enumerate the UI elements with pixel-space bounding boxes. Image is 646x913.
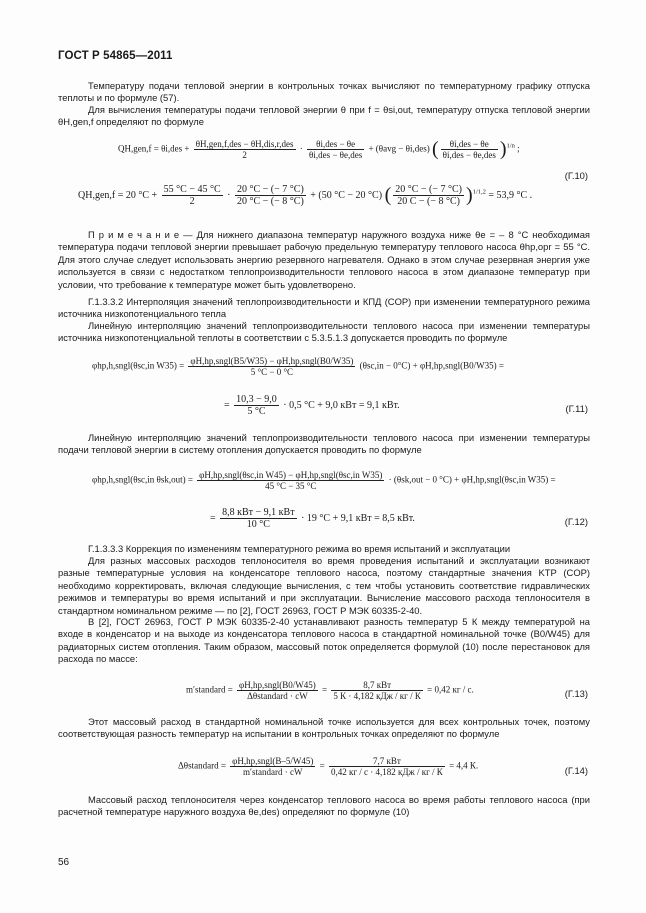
g12-line2-frac: $\frac{\text{8,8 кВт − 9,1 кВт}}{10 ^\circ C}$ [222,507,295,530]
eq-label-g12: (Г.12) [564,516,588,527]
g11-lhs: φhp,h,sngl(θsc,in W35) = [92,360,185,371]
formula-g11-line1 [92,356,504,377]
paragraph-2: Для вычисления температуры подачи тепловой энергии θ при f = θsi,out, температуру отпуска тепловой энергии θH,gen,f определяют по формуле [58,104,590,128]
paragraph-s3: Линейную интерполяцию значений теплопроизводительности теплового насоса при изменении температуры подачи тепловой энергии в систему отопления допускается проводить по формуле [58,432,590,456]
paragraph-s8: Массовый расход теплоносителя через конденсатор теплового насоса во время работы теплового насоса (при расчетной температуре наружного воздуха θe,des) определяют по формуле (10) [58,794,590,818]
document-header: ГОСТ Р 54865—2011 [58,50,173,62]
paragraph-s6: В [2], ГОСТ 26963, ГОСТ Р МЭК 60335-2-40 устанавливают разность температур 5 К между температурой на входе в конденсатор и на выходе из конденсатора теплового насоса в стандартной номинальной точке (B0/W45) для радиаторных систем отопления. Таким образом, массовый поток определяется формулой (10) после перестановок для расхода по массе: [58,616,590,665]
formula-g12-line1 [92,470,556,491]
paragraph-1: Температуру подачи тепловой энергии в контрольных точках вычисляют по температурному графику отпуска теплоты и по формуле (57). [58,80,590,104]
g14-frac1: $\frac{\text{φH,hp,sngl(B–5/W45)}}{\text{m′standard · cW}}$ [232,756,314,777]
section-g1333: Г.1.3.3.3 Коррекция по изменениям температурного режима во время испытаний и эксплуатации [88,543,511,554]
g14-frac2: $\frac{\text{7,7 кВт}}{\text{0,42 кг / с · 4,182 кДж / кг / К}}$ [330,756,443,777]
g12-tail: · (θsk,out − 0 °C) + φH,hp,sngl(θsc,in W35) = [388,474,556,485]
g13-result: = 0,42 кг / с. [427,684,474,695]
eq-label-g14: (Г.14) [564,765,588,776]
eq-label-g11: (Г.11) [565,403,588,414]
g10-line2-mid: + (50 °C − 20 °C) [310,189,383,201]
paragraph-s5: Для разных массовых расходов теплоносителя во время проведения испытаний и эксплуатации возникают разные температурные условия на конденсаторе теплового насоса, поэтому стандартные значения KТР (COP) необходимо корректировать, включая следующие вычисления, с тем чтобы установить соответствие гидравлических режимов и температуры во время испытаний и при эксплуатации. Вычисление массового расхода теплоносителя в стандартном номинальном режиме — по [2], ГОСТ 26963, ГОСТ Р МЭК 60335-2-40. [58,555,590,616]
eq-label-g10: (Г.10) [564,170,588,181]
g14-result: = 4,4 К. [449,760,479,771]
g10-line2-exponent: 1/1,2 [472,188,486,196]
g10-frac2: $\frac{\text{θi,des − θe}}{\text{θi,des − θe,des}}$ [309,139,363,160]
g11-tail: (θsc,in − 0°C) + φH,hp,sngl(B0/W35) = [359,360,504,371]
formula-g10-line1: QH,gen,f = θi,des + $\frac{\text{θH,gen,f,des − θH,dis,r,des}}{2}$ · $\frac{\text{θi,des − θe}}{\text{θi,des − θe,des}}$ + (θavg − θi,des) ( $\frac{\text{θi,des − θe}}{\text{θi,des − θe,des}}$ )$^{1/n}$ ; [118,138,520,160]
g14-lhs: Δθstandard = [178,760,226,771]
formula-g10-line2: QH,gen,f = 20 °C + $\frac{55 ^\circ C - 45 ^\circ C}{2}$ · $\frac{20 ^\circ C - (- 7 ^\circ C)}{20 ^\circ C - (- 8 ^\circ C)}$ + (50 °C − 20 °C) ( $\frac{20 ^\circ C - (- 7 ^\circ C)}{20 C - (- 8 ^\circ C)}$ )$^{1/1,2}$ = 53,9 °C . [78,184,533,207]
formula-g11-line2: = $\frac{10,3 - 9,0}{5 ^\circ C}$ · 0,5 °C + 9,0 кВт = 9,1 кВт. [224,394,400,417]
g13-frac2: $\frac{\text{8,7 кВт}}{\text{5 К · 4,182 кДж / кг / К}}$ [333,680,421,701]
formula-g12-line2: = $\frac{\text{8,8 кВт − 9,1 кВт}}{10 ^\circ C}$ · 19 °C + 9,1 кВт = 8,5 кВт. [210,507,415,530]
note-paragraph: П р и м е ч а н и е — Для нижнего диапазона температур наружного воздуха ниже θe = – 8 °C необходимая температура подачи тепловой энергии превышает рабочую предельную температуру теплового насоса θhp,opr = 55 °C. Для этого случае следует использовать энергию резервного нагревателя. Однако в этом случае резервная энергия уже используется в связи с недостатком теплопроизводительности теплового насоса в этом диапазоне температур при условии, что требование к температуре может быть удовлетворено. [58,229,590,290]
g10-line2-frac1: $\frac{55 ^\circ C - 45 ^\circ C}{2}$ [163,184,221,207]
g10-line2-frac3: $\frac{20 ^\circ C - (- 7 ^\circ C)}{20 C - (- 8 ^\circ C)}$ [395,184,463,207]
g13-lhs: m′standard = [186,684,233,695]
paragraph-s7: Этот массовый расход в стандартной номинальной точке используется для всех контрольных точек, поэтому соответствующая разность температур на испытании в контрольных точках определяют по формуле [58,716,590,740]
formula-g13: m′standard = $\frac{\text{φH,hp,sngl(B0/W45)}}{\text{Δθstandard · cW}}$ = $\frac{\text{8,7 кВт}}{\text{5 К · 4,182 кДж / кг / К}}$ = 0,42 кг / с. [186,680,474,701]
g10-mid: + (θavg − θi,des) [368,143,430,154]
section-g1332: Г.1.3.3.2 Интерполяция значений теплопроизводительности и КПД (COP) при изменении температурного режима источника низкопотенциального тепла [58,296,590,320]
g10-frac1: $\frac{\text{θH,gen,f,des − θH,dis,r,des}}{2}$ [195,139,294,160]
g13-frac1: $\frac{\text{φH,hp,sngl(B0/W45)}}{\text{Δθstandard · cW}}$ [239,680,316,701]
g12-lhs: φhp,h,sngl(θsc,in θsk,out) = [92,474,193,485]
g10-line2-lhs: QH,gen,f = 20 °C + [78,189,158,201]
g10-lhs: QH,gen,f = θi,des + [118,143,190,154]
g12-frac: $\frac{\text{φH,hp,sngl(θsc,in W45) − φH,hp,sngl(θsc,in W35)}}{45 ^\circ C - 35 ^\circ C}$ [199,470,383,491]
g11-line2-tail: · 0,5 °C + 9,0 кВт = 9,1 кВт. [283,399,400,411]
g12-line2-tail: · 19 °C + 9,1 кВт = 8,5 кВт. [301,512,415,524]
eq-label-g13: (Г.13) [564,688,588,699]
g10-line2-frac2: $\frac{20 ^\circ C - (- 7 ^\circ C)}{20 ^\circ C - (- 8 ^\circ C)}$ [237,184,304,207]
page-number: 56 [58,857,70,868]
g11-frac: $\frac{\text{φH,hp,sngl(B5/W35) − φH,hp,sngl(B0/W35)}}{5 ^\circ C - 0 ^\circ C}$ [190,356,354,377]
g10-frac3: $\frac{\text{θi,des − θe}}{\text{θi,des − θe,des}}$ [442,139,496,160]
g11-line2-frac: $\frac{10,3 - 9,0}{5 ^\circ C}$ [236,394,277,417]
paragraph-s2: Линейную интерполяцию значений теплопроизводительности теплового насоса при изменении температуры источника низкопотенциальной теплоты в соответствии с 5.3.5.1.3 допускается проводить по формуле [58,320,590,344]
g10-exponent: 1/n [506,142,515,150]
formula-g14: Δθstandard = $\frac{\text{φH,hp,sngl(B–5/W45)}}{\text{m′standard · cW}}$ = $\frac{\text{7,7 кВт}}{\text{0,42 кг / с · 4,182 кДж / кг / К}}$ = 4,4 К. [178,756,479,777]
g10-line2-result: = 53,9 °C . [488,189,533,201]
